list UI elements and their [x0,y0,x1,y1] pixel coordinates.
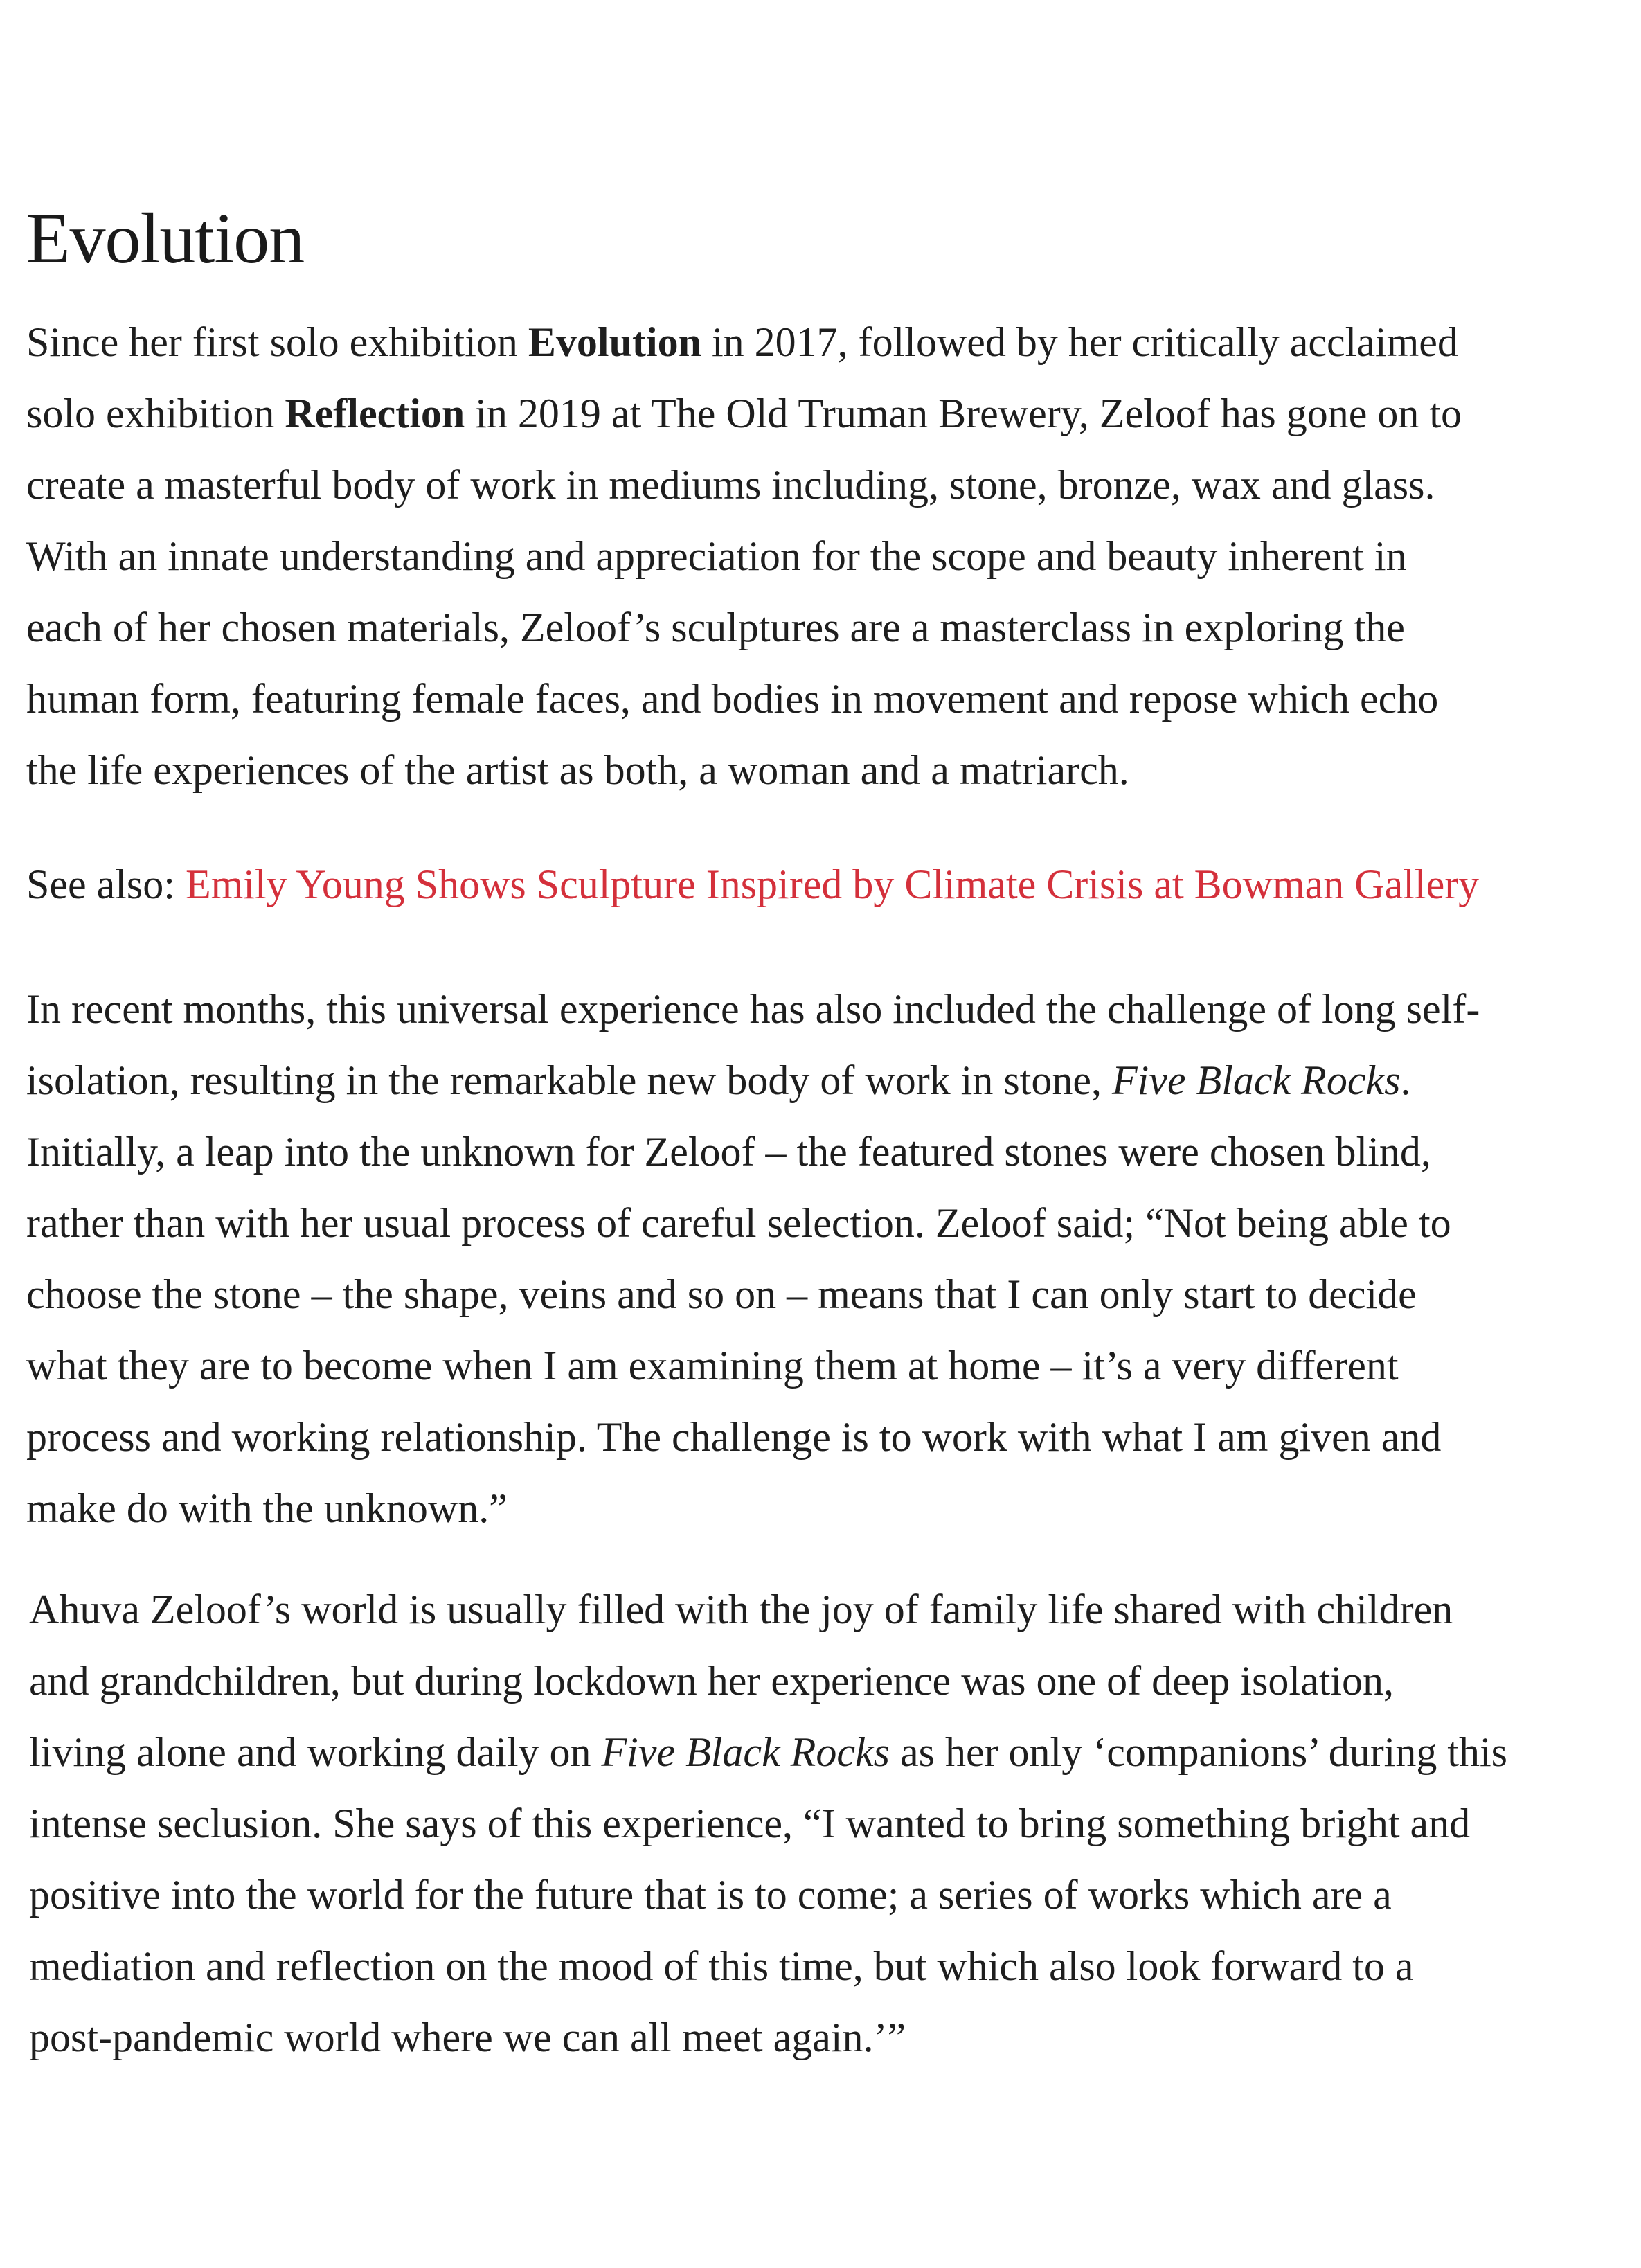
see-also-label: See also: [26,861,186,907]
text-line: Initially, a leap into the unknown for Zeloof – the featured stones were chosen blind, [26,1129,1431,1175]
text-line [29,1717,1615,1788]
text-line [26,1045,1612,1116]
artwork-title: Five Black Rocks [1112,1057,1401,1103]
paragraph-five-black-rocks [26,974,1612,1544]
text-line [26,849,1612,920]
text-span: solo exhibition [26,391,285,436]
paragraph-isolation [29,1574,1615,2073]
text-line: choose the stone – the shape, veins and so on – means that I can only start to decide [26,1271,1417,1317]
text-line: the life experiences of the artist as both, a woman and a matriarch. [26,747,1129,793]
text-line: With an innate understanding and appreciation for the scope and beauty inherent in [26,533,1407,579]
text-span: in 2019 at The Old Truman Brewery, Zeloof has gone on to [465,391,1462,436]
text-span: living alone and working daily on [29,1729,602,1775]
text-line: post-pandemic world where we can all meet again.’” [29,2015,906,2060]
text-line: mediation and reflection on the mood of this time, but which also look forward to a [29,1943,1414,1989]
text-line: each of her chosen materials, Zeloof’s sculptures are a masterclass in exploring the [26,605,1405,650]
text-span: Since her first solo exhibition [26,319,528,365]
text-line: Ahuva Zeloof’s world is usually filled with the joy of family life shared with children [29,1587,1453,1632]
text-line: human form, featuring female faces, and bodies in movement and repose which echo [26,676,1439,722]
see-also-row [26,849,1612,920]
text-span: . [1400,1057,1411,1103]
exhibition-title-evolution: Evolution [528,319,701,365]
text-line: positive into the world for the future that is to come; a series of works which are a [29,1872,1392,1918]
text-line [26,307,1612,378]
text-line: In recent months, this universal experience has also included the challenge of long self- [26,986,1480,1032]
text-line: create a masterful body of work in mediums including, stone, bronze, wax and glass. [26,462,1435,508]
text-span: isolation, resulting in the remarkable new body of work in stone, [26,1057,1112,1103]
section-heading: Evolution [26,199,305,278]
text-line: intense seclusion. She says of this experience, “I wanted to bring something bright and [29,1801,1471,1846]
exhibition-title-reflection: Reflection [285,391,465,436]
text-line: make do with the unknown.” [26,1485,508,1531]
artwork-title: Five Black Rocks [601,1729,890,1775]
text-line: and grandchildren, but during lockdown her experience was one of deep isolation, [29,1658,1395,1704]
paragraph-evolution [26,307,1612,806]
text-line [26,378,1612,449]
see-also-link[interactable]: Emily Young Shows Sculpture Inspired by Climate Crisis at Bowman Gallery [185,861,1480,907]
text-span: as her only ‘companions’ during this [889,1729,1508,1775]
text-span: in 2017, followed by her critically acclaimed [701,319,1458,365]
text-line: process and working relationship. The challenge is to work with what I am given and [26,1414,1442,1460]
text-line: rather than with her usual process of careful selection. Zeloof said; “Not being able to [26,1200,1451,1246]
text-line: what they are to become when I am examining them at home – it’s a very different [26,1343,1399,1389]
